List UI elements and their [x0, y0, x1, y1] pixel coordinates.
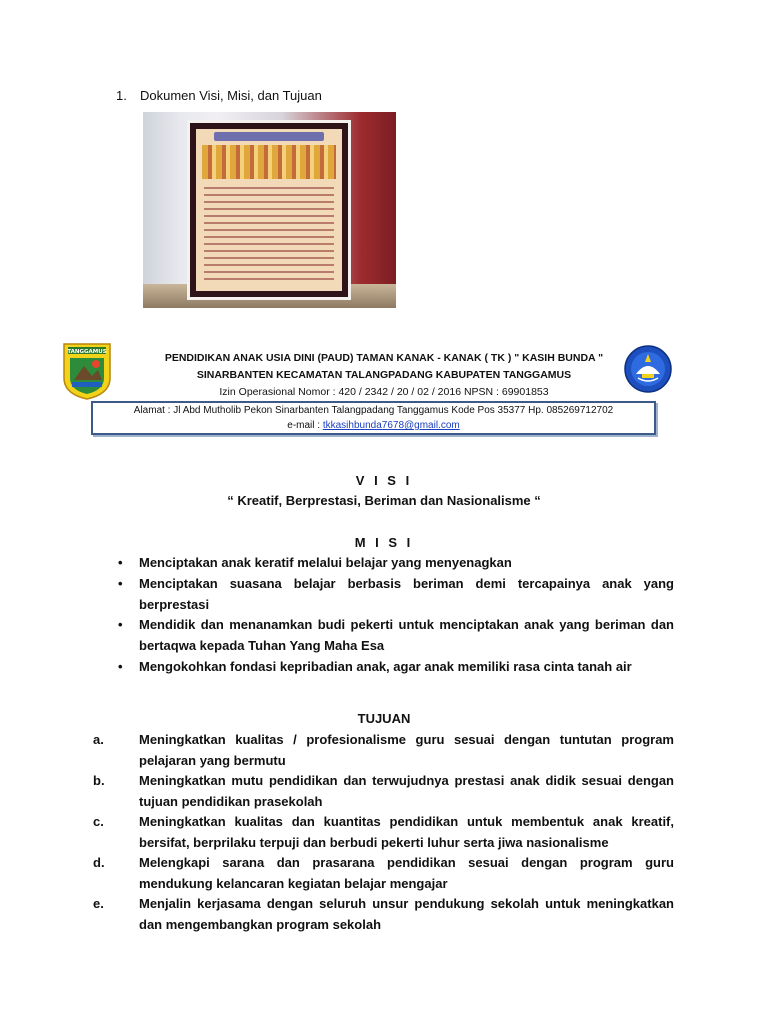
- poster-photo: [143, 112, 396, 308]
- tujuan-title: TUJUAN: [357, 711, 411, 726]
- misi-bullet: •: [118, 555, 123, 570]
- letterhead-location: SINARBANTEN KECAMATAN TALANGPADANG KABUPATEN TANGGAMUS: [196, 369, 572, 381]
- misi-bullet: •: [118, 659, 123, 674]
- misi-bullet: •: [118, 576, 123, 591]
- address-box: [91, 401, 656, 435]
- tujuan-letter: e.: [93, 896, 104, 911]
- tujuan-item: Menjalin kerjasama dengan seluruh unsur pendukung sekolah untuk meningkatkan dan mengembangkan program sekolah: [139, 896, 674, 932]
- misi-item: Menciptakan suasana belajar berbasis beriman demi tercapainya anak yang berprestasi: [139, 576, 674, 612]
- poster-banner: [214, 132, 324, 141]
- letterhead-school-name: PENDIDIKAN ANAK USIA DINI (PAUD) TAMAN KANAK - KANAK ( TK ) " KASIH BUNDA ": [164, 352, 604, 364]
- email-label: e-mail :: [287, 420, 323, 431]
- tujuan-item: Meningkatkan kualitas / profesionalisme guru sesuai dengan tuntutan program pelajaran yang bermutu: [139, 732, 674, 768]
- poster-text-lines: [204, 187, 334, 281]
- visi-title: V I S I: [355, 473, 413, 488]
- tujuan-letter: c.: [93, 814, 104, 829]
- poster-frame: [187, 120, 351, 300]
- poster-sheet: [196, 129, 342, 291]
- misi-title: M I S I: [354, 535, 414, 550]
- email-link[interactable]: tkkasihbunda7678@gmail.com: [322, 420, 460, 431]
- email-line: [93, 420, 654, 431]
- tujuan-letter: d.: [93, 855, 105, 870]
- poster-group-picture: [202, 145, 336, 179]
- misi-item: Mendidik dan menanamkan budi pekerti untuk menciptakan anak yang beriman dan bertaqwa kepada Tuhan Yang Maha Esa: [139, 617, 674, 653]
- section-title: Dokumen Visi, Misi, dan Tujuan: [140, 88, 322, 103]
- tujuan-item: Meningkatkan kualitas dan kuantitas pendidikan untuk membentuk anak kreatif, bersifat, berprilaku terpuji dan berbudi pekerti luhur serta jiwa nasionalisme: [139, 814, 674, 850]
- letterhead-license: Izin Operasional Nomor : 420 / 2342 / 20 / 02 / 2016 NPSN : 69901853: [219, 386, 549, 398]
- misi-item: Menciptakan anak keratif melalui belajar yang menyenagkan: [139, 555, 512, 570]
- logo-left-text: TANGGAMUS: [67, 348, 107, 355]
- tujuan-letter: b.: [93, 773, 105, 788]
- address-text: Alamat : Jl Abd Mutholib Pekon Sinarbanten Talangpadang Tanggamus Kode Pos 35377 Hp. 085269712702: [133, 405, 614, 416]
- tujuan-item: Melengkapi sarana dan prasarana pendidikan sesuai dengan program guru mendukung kelancaran kegiatan belajar mengajar: [139, 855, 674, 891]
- tujuan-item: Meningkatkan mutu pendidikan dan terwujudnya prestasi anak didik sesuai dengan tujuan pendidikan prasekolah: [139, 773, 674, 809]
- visi-statement: “ Kreatif, Berprestasi, Beriman dan Nasionalisme “: [227, 493, 541, 508]
- misi-item: Mengokohkan fondasi kepribadian anak, agar anak memiliki rasa cinta tanah air: [139, 659, 632, 674]
- section-heading: [116, 88, 322, 103]
- misi-bullet: •: [118, 617, 123, 632]
- section-number: 1.: [116, 88, 127, 103]
- tujuan-letter: a.: [93, 732, 104, 747]
